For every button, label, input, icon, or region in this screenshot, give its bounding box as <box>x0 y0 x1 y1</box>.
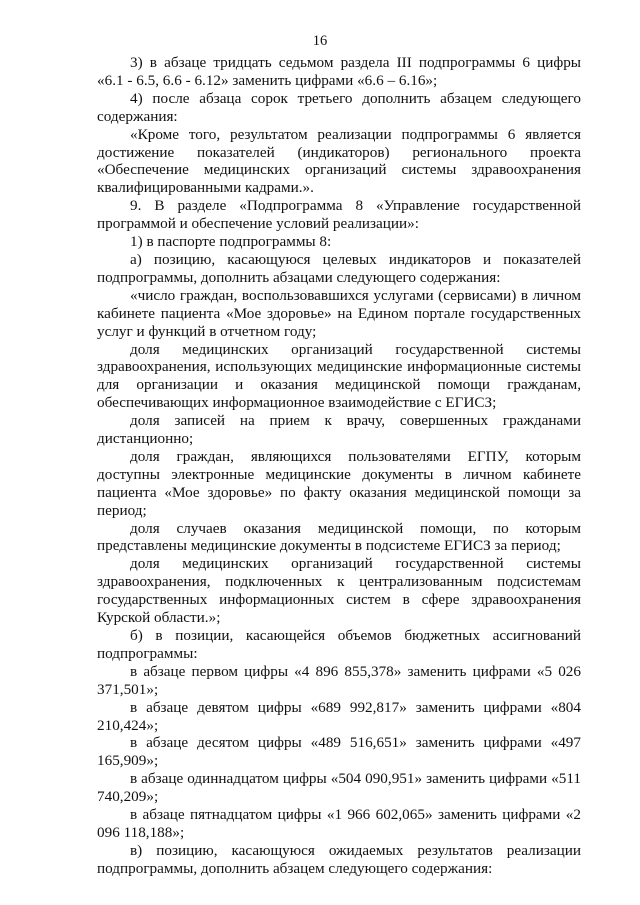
paragraph-remote-appointments: доля записей на прием к врачу, совершенных гражданами дистанционно; <box>97 412 581 448</box>
paragraph-budget-eleventh: в абзаце одиннадцатом цифры «504 090,951» заменить цифрами «511 740,209»; <box>97 770 581 806</box>
paragraph-budget-first: в абзаце первом цифры «4 896 855,378» заменить цифрами «5 026 371,501»; <box>97 662 581 698</box>
paragraph-mis-share: доля медицинских организаций государственной системы здравоохранения, использующих медицинские информационные системы для организации и оказания медицинской помощи гражданам, обеспечивающих информационное взаимодействие с ЕГИСЗ; <box>97 340 581 412</box>
paragraph-section-9: 9. В разделе «Подпрограмма 8 «Управление государственной программой и обеспечение условий реализации»: <box>97 197 581 233</box>
document-body <box>97 54 581 878</box>
paragraph-budget-position: б) в позиции, касающейся объемов бюджетных ассигнований подпрограммы: <box>97 627 581 662</box>
paragraph-egpu-users: доля граждан, являющихся пользователями ЕГПУ, которым доступны электронные медицинские документы в личном кабинете пациента «Мое здоровье» по факту оказания медицинской помощи за период; <box>97 447 581 519</box>
page-number: 16 <box>312 33 328 49</box>
paragraph-budget-ninth: в абзаце девятом цифры «689 992,817» заменить цифрами «804 210,424»; <box>97 698 581 734</box>
paragraph-expected-results: в) позицию, касающуюся ожидаемых результатов реализации подпрограммы, дополнить абзацем следующего содержания: <box>97 841 581 877</box>
paragraph-budget-tenth: в абзаце десятом цифры «489 516,651» заменить цифрами «497 165,909»; <box>97 734 581 770</box>
paragraph-citizens-count: «число граждан, воспользовавшихся услугами (сервисами) в личном кабинете пациента «Мое здоровье» на Едином портале государственных услуг и функций в отчетном году; <box>97 286 581 340</box>
paragraph-item-3: 3) в абзаце тридцать седьмом раздела III подпрограммы 6 цифры «6.1 - 6.5, 6.6 - 6.12» заменить цифрами «6.6 – 6.16»; <box>97 54 581 89</box>
paragraph-passport: 1) в паспорте подпрограммы 8: <box>130 233 332 251</box>
paragraph-quote-result: «Кроме того, результатом реализации подпрограммы 6 является достижение показателей (индикаторов) регионального проекта «Обеспечение медицинских организаций системы здравоохранения квалифицированными кадрами.». <box>97 125 581 197</box>
paragraph-indicators: а) позицию, касающуюся целевых индикаторов и показателей подпрограммы, дополнить абзацами следующего содержания: <box>97 250 581 286</box>
paragraph-item-4: 4) после абзаца сорок третьего дополнить абзацем следующего содержания: <box>97 89 581 125</box>
paragraph-budget-fifteenth: в абзаце пятнадцатом цифры «1 966 602,065» заменить цифрами «2 096 118,188»; <box>97 806 581 841</box>
paragraph-egisz-documents: доля случаев оказания медицинской помощи, по которым представлены медицинские документы в подсистеме ЕГИСЗ за период; <box>97 519 581 555</box>
paragraph-connected-orgs: доля медицинских организаций государственной системы здравоохранения, подключенных к централизованным подсистемам государственных информационных систем в сфере здравоохранения Курской области.»; <box>97 555 581 627</box>
